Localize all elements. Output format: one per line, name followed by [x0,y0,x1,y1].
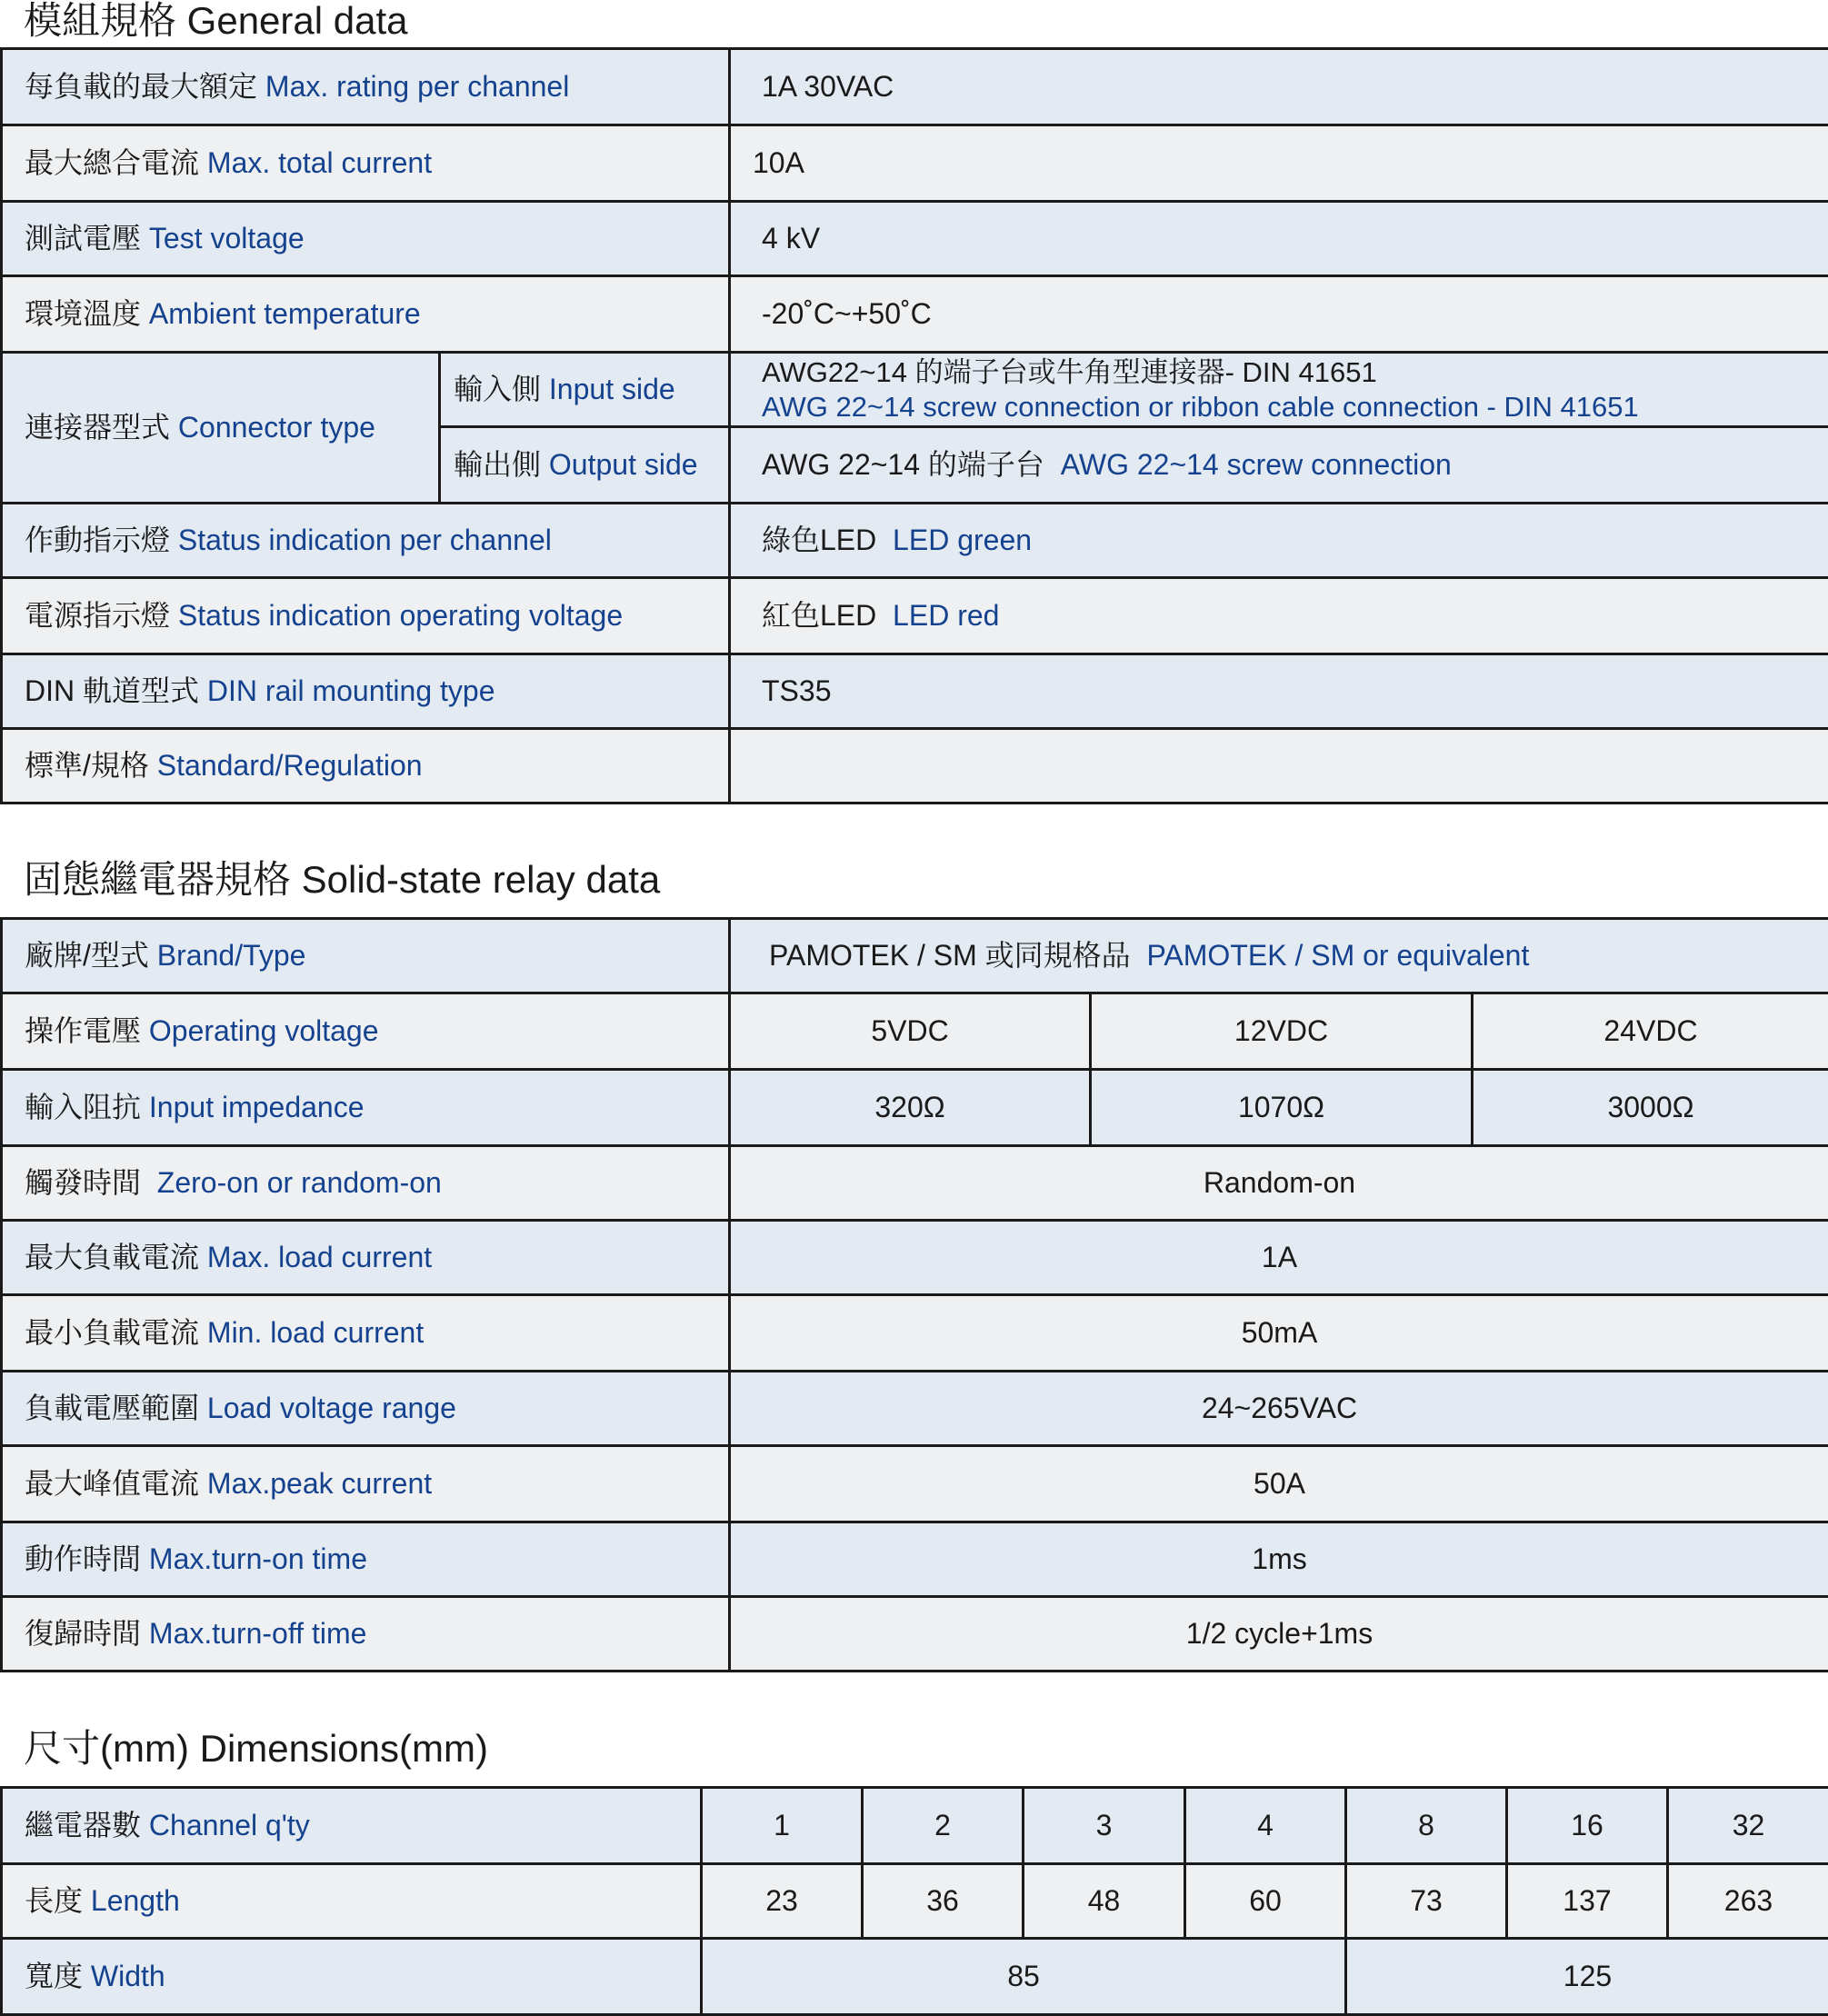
row-value: 1/2 cycle+1ms [730,1597,1828,1672]
table-row [2,993,1828,1070]
row-value: -20˚C~+50˚C [730,276,1828,353]
table-row [2,1788,1828,1864]
row-label: 標準/規格 Standard/Regulation [2,729,730,803]
table-row [2,654,1828,729]
channel-value: 16 [1507,1788,1668,1864]
row-value: 24~265VAC [730,1372,1828,1446]
row-label: 最大負載電流 Max. load current [2,1221,730,1295]
length-value: 23 [702,1864,863,1939]
row-label: 廠牌/型式 Brand/Type [2,919,730,993]
input-side-label: 輸入側 Input side [440,353,730,427]
row-value [730,729,1828,803]
length-value: 137 [1507,1864,1668,1939]
impedance-value: 3000Ω [1473,1070,1828,1146]
table-row [2,1372,1828,1446]
table-row [2,202,1828,276]
table-row [2,1522,1828,1597]
width-value: 85 [702,1939,1346,2015]
channel-value: 3 [1024,1788,1185,1864]
row-value: 1A 30VAC [730,49,1828,125]
input-side-value: AWG22~14 的端子台或牛角型連接器- DIN 41651 AWG 22~14 screw connection or ribbon cable connection - DIN 41651 [730,353,1828,427]
row-label: 測試電壓 Test voltage [2,202,730,276]
ssr-data-title: 固態繼電器規格 Solid-state relay data [24,861,660,899]
length-value: 263 [1668,1864,1828,1939]
row-value: 紅色LED LED red [730,578,1828,654]
voltage-value: 5VDC [730,993,1091,1070]
table-row [2,504,1828,578]
row-label: 操作電壓 Operating voltage [2,993,730,1070]
table-row [2,1221,1828,1295]
table-row [2,1597,1828,1672]
general-data-title: 模組規格 General data [24,2,408,40]
table-row [2,276,1828,353]
row-label: 最大總合電流 Max. total current [2,125,730,202]
row-value: 50A [730,1446,1828,1522]
row-label: 繼電器數 Channel q'ty [2,1788,702,1864]
row-label: 長度 Length [2,1864,702,1939]
length-value: 36 [863,1864,1024,1939]
table-row [2,1070,1828,1146]
channel-value: 32 [1668,1788,1828,1864]
output-side-label: 輸出側 Output side [440,427,730,504]
row-value: Random-on [730,1146,1828,1221]
row-label: 負載電壓範圍 Load voltage range [2,1372,730,1446]
table-row [2,1939,1828,2015]
width-value: 125 [1346,1939,1828,2015]
row-label: DIN 軌道型式 DIN rail mounting type [2,654,730,729]
row-value: 綠色LED LED green [730,504,1828,578]
output-side-value: AWG 22~14 的端子台 AWG 22~14 screw connection [730,427,1828,504]
row-label: 電源指示燈 Status indication operating voltage [2,578,730,654]
table-row [2,1864,1828,1939]
row-label: 輸入阻抗 Input impedance [2,1070,730,1146]
channel-value: 1 [702,1788,863,1864]
voltage-value: 24VDC [1473,993,1828,1070]
ssr-data-table [0,917,1828,1672]
table-row [2,125,1828,202]
table-row [2,353,1828,427]
row-label: 最大峰值電流 Max.peak current [2,1446,730,1522]
channel-value: 8 [1346,1788,1507,1864]
length-value: 60 [1185,1864,1346,1939]
row-label: 觸發時間 Zero-on or random-on [2,1146,730,1221]
table-row [2,1146,1828,1221]
row-value: 1ms [730,1522,1828,1597]
length-value: 73 [1346,1864,1507,1939]
row-label: 寬度 Width [2,1939,702,2015]
row-value: 10A [730,125,1828,202]
row-label: 最小負載電流 Min. load current [2,1295,730,1372]
table-row [2,49,1828,125]
table-row [2,729,1828,803]
row-value: 4 kV [730,202,1828,276]
general-data-table [0,47,1828,804]
table-row [2,919,1828,993]
row-label: 每負載的最大額定 Max. rating per channel [2,49,730,125]
table-row [2,1295,1828,1372]
row-value: 1A [730,1221,1828,1295]
brand-value: PAMOTEK / SM 或同規格品 PAMOTEK / SM or equivalent [730,919,1828,993]
row-label: 復歸時間 Max.turn-off time [2,1597,730,1672]
dimensions-title: 尺寸(mm) Dimensions(mm) [24,1730,488,1768]
channel-value: 4 [1185,1788,1346,1864]
impedance-value: 320Ω [730,1070,1091,1146]
connector-type-label: 連接器型式 Connector type [2,353,440,504]
row-label: 動作時間 Max.turn-on time [2,1522,730,1597]
channel-value: 2 [863,1788,1024,1864]
row-value: TS35 [730,654,1828,729]
table-row [2,1446,1828,1522]
impedance-value: 1070Ω [1091,1070,1473,1146]
voltage-value: 12VDC [1091,993,1473,1070]
row-value: 50mA [730,1295,1828,1372]
row-label: 環境溫度 Ambient temperature [2,276,730,353]
length-value: 48 [1024,1864,1185,1939]
dimensions-table [0,1786,1828,2016]
row-label: 作動指示燈 Status indication per channel [2,504,730,578]
table-row [2,578,1828,654]
